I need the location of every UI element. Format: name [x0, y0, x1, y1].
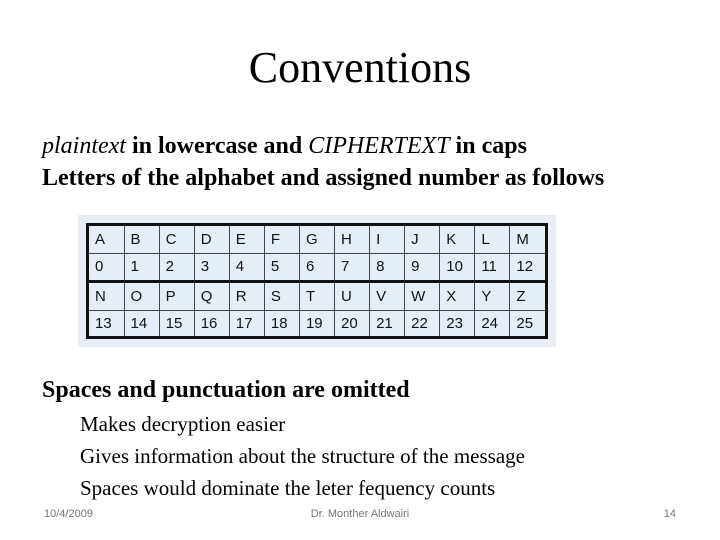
table-cell: O [124, 281, 159, 310]
table-cell: 8 [370, 254, 405, 282]
table-cell: 11 [475, 254, 510, 282]
footer-page-number: 14 [663, 508, 676, 520]
table-cell: A [88, 225, 125, 254]
footer-author: Dr. Monther Aldwairi [310, 508, 410, 520]
table-cell: M [510, 225, 547, 254]
bullet-item: Makes decryption easier [80, 412, 286, 436]
table-cell: 4 [229, 254, 264, 282]
table-cell: 18 [264, 310, 299, 338]
table-cell: 16 [194, 310, 229, 338]
table-cell: 7 [335, 254, 370, 282]
footer-date: 10/4/2009 [44, 508, 93, 520]
table-cell: 0 [88, 254, 125, 282]
alphabet-table-frame [78, 215, 556, 347]
table-cell: 23 [440, 310, 475, 338]
table-cell: 12 [510, 254, 547, 282]
table-cell: 25 [510, 310, 547, 338]
table-cell: P [159, 281, 194, 310]
table-cell: Q [194, 281, 229, 310]
table-cell: L [475, 225, 510, 254]
intro-line-case-part1: in lowercase and [125, 133, 309, 159]
table-cell: D [194, 225, 229, 254]
table-cell: R [229, 281, 264, 310]
table-cell: N [88, 281, 125, 310]
table-cell: 22 [405, 310, 440, 338]
table-cell: 21 [370, 310, 405, 338]
table-cell: 24 [475, 310, 510, 338]
table-cell: 13 [88, 310, 125, 338]
table-cell: E [229, 225, 264, 254]
table-cell: 3 [194, 254, 229, 282]
table-cell: J [405, 225, 440, 254]
table-cell: G [299, 225, 334, 254]
spaces-heading: Spaces and punctuation are omitted [42, 377, 410, 403]
intro-text [42, 130, 604, 194]
letters-row [88, 225, 547, 254]
table-cell: 19 [299, 310, 334, 338]
table-cell: U [335, 281, 370, 310]
letters-row [88, 281, 547, 310]
numbers-row [88, 310, 547, 338]
plaintext-term: plaintext [42, 133, 126, 159]
table-cell: 10 [440, 254, 475, 282]
table-cell: X [440, 281, 475, 310]
alphabet-number-table [86, 223, 548, 339]
table-cell: K [440, 225, 475, 254]
table-cell: Z [510, 281, 547, 310]
table-cell: 9 [405, 254, 440, 282]
table-cell: T [299, 281, 334, 310]
bullet-item: Spaces would dominate the leter fequency counts [80, 476, 496, 500]
table-cell: Y [475, 281, 510, 310]
table-cell: 5 [264, 254, 299, 282]
table-cell: 14 [124, 310, 159, 338]
table-cell: H [335, 225, 370, 254]
table-cell: S [264, 281, 299, 310]
intro-line-case [42, 130, 604, 162]
table-cell: W [405, 281, 440, 310]
table-cell: 15 [159, 310, 194, 338]
bullet-item: Gives information about the structure of the message [80, 444, 525, 468]
ciphertext-term: CIPHERTEXT [308, 133, 450, 159]
table-cell: C [159, 225, 194, 254]
table-cell: F [264, 225, 299, 254]
slide-title: Conventions [248, 43, 472, 92]
table-cell: V [370, 281, 405, 310]
numbers-row [88, 254, 547, 282]
table-cell: I [370, 225, 405, 254]
table-cell: 17 [229, 310, 264, 338]
intro-line-letters: Letters of the alphabet and assigned number as follows [42, 165, 605, 191]
table-cell: 2 [159, 254, 194, 282]
intro-line-case-part2: in caps [449, 133, 527, 159]
table-cell: 6 [299, 254, 334, 282]
table-cell: 1 [124, 254, 159, 282]
table-cell: 20 [335, 310, 370, 338]
bullet-list [80, 408, 525, 504]
table-cell: B [124, 225, 159, 254]
